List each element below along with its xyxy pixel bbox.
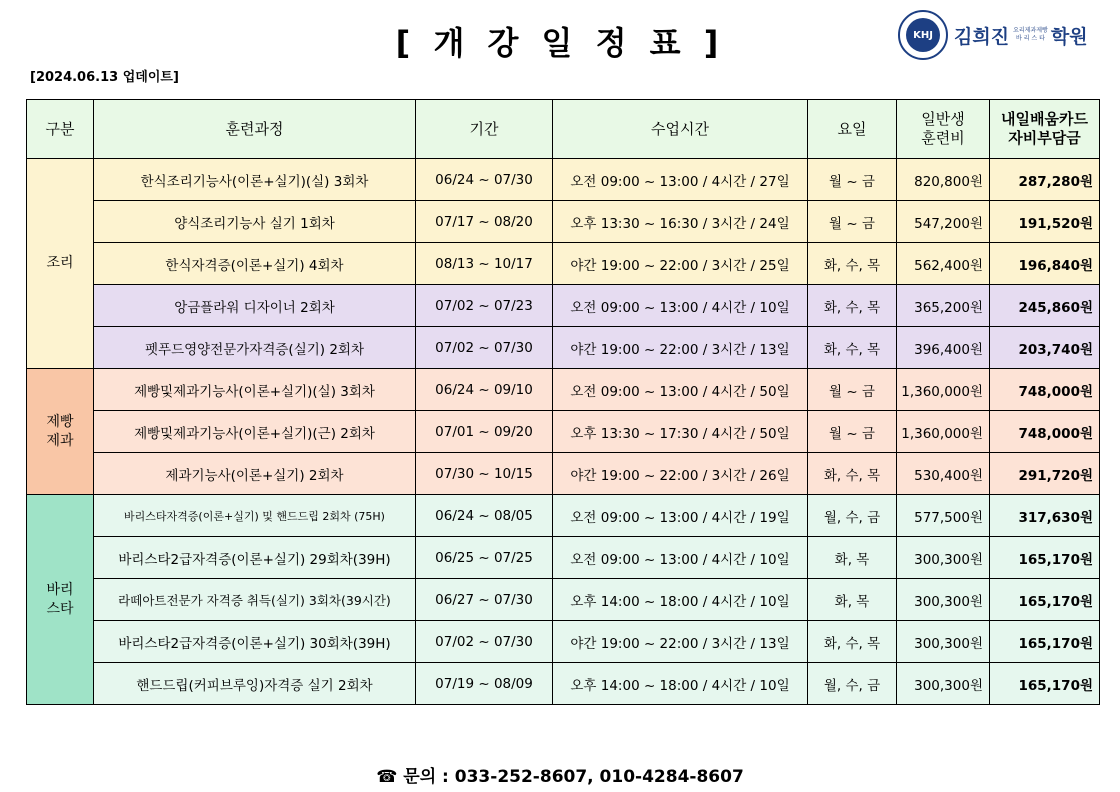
course-period: 07/02 ~ 07/23: [416, 285, 553, 327]
course-time: 오후 14:00 ~ 18:00 / 4시간 / 10일: [553, 579, 808, 621]
category-baking-line2: 제과: [46, 432, 74, 449]
table-row: [27, 285, 1100, 327]
course-period: 07/02 ~ 07/30: [416, 327, 553, 369]
course-name: 핸드드립(커피브루잉)자격증 실기 2회차: [94, 663, 416, 705]
logo-subtitle: [1013, 27, 1048, 43]
header-fee: [897, 100, 990, 159]
course-fee: 547,200원: [897, 201, 990, 243]
course-self-pay: 191,520원: [990, 201, 1100, 243]
course-fee: 562,400원: [897, 243, 990, 285]
table-row: [27, 537, 1100, 579]
table-row: [27, 663, 1100, 705]
logo-school: 학원: [1050, 25, 1088, 48]
course-name: 바리스타2급자격증(이론+실기) 30회차(39H): [94, 621, 416, 663]
course-time: 오후 14:00 ~ 18:00 / 4시간 / 10일: [553, 663, 808, 705]
course-time: 오전 09:00 ~ 13:00 / 4시간 / 10일: [553, 537, 808, 579]
course-name: 제빵및제과기능사(이론+실기)(실) 3회차: [94, 369, 416, 411]
course-name: 한식조리기능사(이론+실기)(실) 3회차: [94, 159, 416, 201]
table-row: [27, 243, 1100, 285]
update-date: [2024.06.13 업데이트]: [30, 70, 179, 85]
category-barista-line1: 바리: [46, 581, 74, 598]
course-name: 한식자격증(이론+실기) 4회차: [94, 243, 416, 285]
logo-subtitle-line1: 요리제과제빵: [1013, 27, 1048, 34]
course-days: 월 ~ 금: [808, 411, 897, 453]
course-days: 월, 수, 금: [808, 663, 897, 705]
header-fee-line1: 일반생: [921, 110, 965, 128]
course-time: 오전 09:00 ~ 13:00 / 4시간 / 19일: [553, 495, 808, 537]
course-self-pay: 748,000원: [990, 411, 1100, 453]
course-days: 화, 수, 목: [808, 243, 897, 285]
course-fee: 820,800원: [897, 159, 990, 201]
course-days: 화, 목: [808, 537, 897, 579]
course-days: 화, 목: [808, 579, 897, 621]
course-fee: 396,400원: [897, 327, 990, 369]
logo-subtitle-line2: 바 리 스 타: [1016, 35, 1045, 42]
course-period: 08/13 ~ 10/17: [416, 243, 553, 285]
category-baking-line1: 제빵: [46, 413, 74, 430]
course-days: 화, 수, 목: [808, 621, 897, 663]
table-row: [27, 495, 1100, 537]
header-period: 기간: [416, 100, 553, 159]
course-name: 바리스타자격증(이론+실기) 및 핸드드립 2회차 (75H): [94, 495, 416, 537]
table-row: [27, 201, 1100, 243]
category-barista-line2: 스타: [46, 600, 74, 617]
course-self-pay: 165,170원: [990, 663, 1100, 705]
course-period: 07/30 ~ 10/15: [416, 453, 553, 495]
category-baking: [27, 369, 94, 495]
course-self-pay: 748,000원: [990, 369, 1100, 411]
course-fee: 530,400원: [897, 453, 990, 495]
course-days: 화, 수, 목: [808, 327, 897, 369]
category-barista: [27, 495, 94, 705]
course-time: 오후 13:30 ~ 17:30 / 4시간 / 50일: [553, 411, 808, 453]
table-row: [27, 453, 1100, 495]
academy-logo: [898, 10, 1088, 60]
course-name: 제빵및제과기능사(이론+실기)(근) 2회차: [94, 411, 416, 453]
course-days: 월 ~ 금: [808, 201, 897, 243]
table-row: [27, 159, 1100, 201]
course-fee: 300,300원: [897, 621, 990, 663]
header-fee-line2: 훈련비: [921, 129, 965, 147]
course-self-pay: 203,740원: [990, 327, 1100, 369]
course-fee: 300,300원: [897, 537, 990, 579]
table-row: [27, 327, 1100, 369]
course-fee: 1,360,000원: [897, 411, 990, 453]
course-self-pay: 165,170원: [990, 537, 1100, 579]
course-time: 야간 19:00 ~ 22:00 / 3시간 / 26일: [553, 453, 808, 495]
course-self-pay: 165,170원: [990, 621, 1100, 663]
course-days: 월 ~ 금: [808, 369, 897, 411]
course-days: 화, 수, 목: [808, 453, 897, 495]
course-period: 07/01 ~ 09/20: [416, 411, 553, 453]
course-period: 06/25 ~ 07/25: [416, 537, 553, 579]
course-period: 06/24 ~ 07/30: [416, 159, 553, 201]
header-time: 수업시간: [553, 100, 808, 159]
course-self-pay: 245,860원: [990, 285, 1100, 327]
course-time: 오후 13:30 ~ 16:30 / 3시간 / 24일: [553, 201, 808, 243]
contact-info: ☎ 문의 : 033-252-8607, 010-4284-8607: [376, 767, 744, 787]
course-period: 06/27 ~ 07/30: [416, 579, 553, 621]
table-row: [27, 579, 1100, 621]
course-days: 월 ~ 금: [808, 159, 897, 201]
course-self-pay: 196,840원: [990, 243, 1100, 285]
course-name: 바리스타2급자격증(이론+실기) 29회차(39H): [94, 537, 416, 579]
course-self-pay: 291,720원: [990, 453, 1100, 495]
course-fee: 300,300원: [897, 579, 990, 621]
header-self-pay-line2: 자비부담금: [1008, 129, 1081, 147]
course-period: 07/02 ~ 07/30: [416, 621, 553, 663]
course-self-pay: 287,280원: [990, 159, 1100, 201]
logo-seal-text: KHJ: [906, 18, 940, 52]
course-time: 야간 19:00 ~ 22:00 / 3시간 / 13일: [553, 621, 808, 663]
header-self-pay: [990, 100, 1100, 159]
course-period: 07/19 ~ 08/09: [416, 663, 553, 705]
course-time: 야간 19:00 ~ 22:00 / 3시간 / 25일: [553, 243, 808, 285]
table-row: [27, 621, 1100, 663]
table-header-row: [27, 100, 1100, 159]
course-time: 오전 09:00 ~ 13:00 / 4시간 / 27일: [553, 159, 808, 201]
course-name: 라떼아트전문가 자격증 취득(실기) 3회차(39시간): [94, 579, 416, 621]
course-fee: 1,360,000원: [897, 369, 990, 411]
header-days: 요일: [808, 100, 897, 159]
course-period: 06/24 ~ 09/10: [416, 369, 553, 411]
course-period: 06/24 ~ 08/05: [416, 495, 553, 537]
header-self-pay-line1: 내일배움카드: [1001, 110, 1088, 128]
course-name: 앙금플라워 디자이너 2회차: [94, 285, 416, 327]
course-period: 07/17 ~ 08/20: [416, 201, 553, 243]
course-self-pay: 165,170원: [990, 579, 1100, 621]
course-days: 화, 수, 목: [808, 285, 897, 327]
table-row: [27, 411, 1100, 453]
course-name: 제과기능사(이론+실기) 2회차: [94, 453, 416, 495]
course-days: 월, 수, 금: [808, 495, 897, 537]
schedule-table: [26, 99, 1100, 705]
logo-seal: [898, 10, 948, 60]
category-cooking: 조리: [27, 159, 94, 369]
table-row: [27, 369, 1100, 411]
course-name: 양식조리기능사 실기 1회차: [94, 201, 416, 243]
logo-name: 김희진: [954, 25, 1010, 48]
course-self-pay: 317,630원: [990, 495, 1100, 537]
course-time: 야간 19:00 ~ 22:00 / 3시간 / 13일: [553, 327, 808, 369]
page-title: [ 개 강 일 정 표 ]: [395, 24, 725, 62]
course-time: 오전 09:00 ~ 13:00 / 4시간 / 10일: [553, 285, 808, 327]
course-name: 펫푸드영양전문가자격증(실기) 2회차: [94, 327, 416, 369]
course-time: 오전 09:00 ~ 13:00 / 4시간 / 50일: [553, 369, 808, 411]
header-category: 구분: [27, 100, 94, 159]
header-course: 훈련과정: [94, 100, 416, 159]
course-fee: 365,200원: [897, 285, 990, 327]
course-fee: 300,300원: [897, 663, 990, 705]
course-fee: 577,500원: [897, 495, 990, 537]
